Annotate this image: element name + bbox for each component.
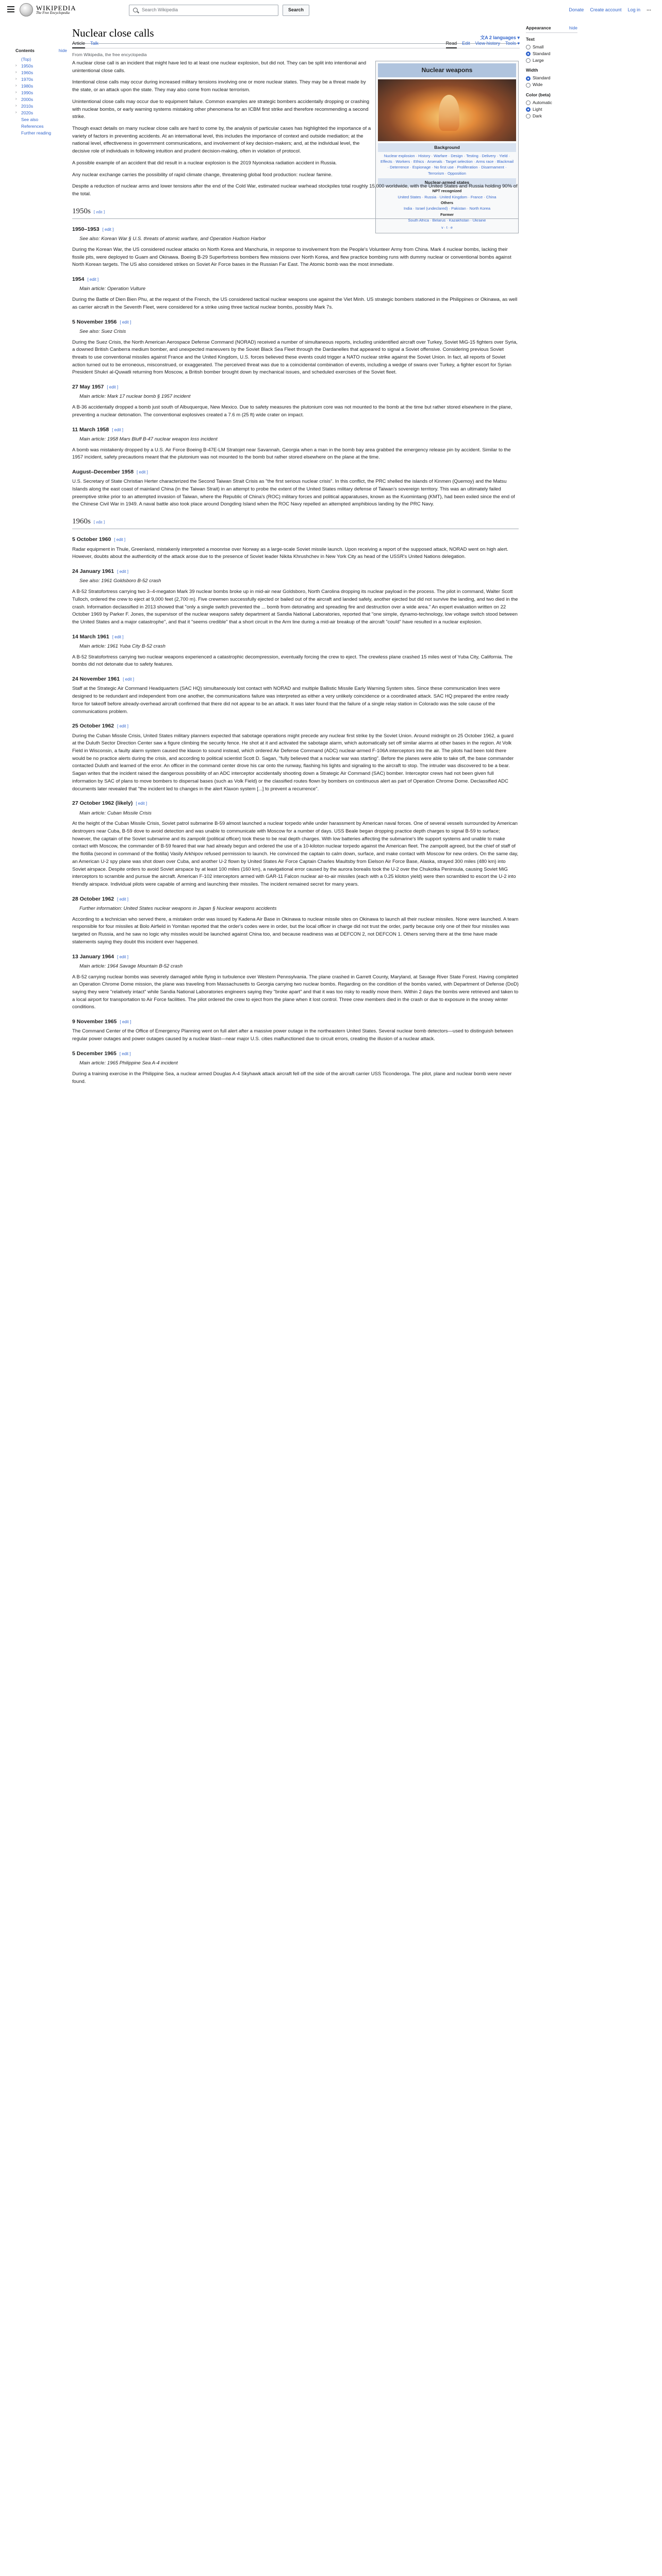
tagline: From Wikipedia, the free encyclopedia [72, 52, 147, 57]
event-text: Radar equipment in Thule, Greenland, mistakenly interpreted a moonrise over Norway as a large-scale Soviet missile launch. Upon receiving a report of the supposed attack, NORAD went on high alert. However, doubts about the authenticity of the attack arose due to the presence of Soviet leader Nikita Khrushchev in New York City as head of the USSR's United Nations delegation. [72, 546, 508, 560]
intro-paragraph: A possible example of an accident that did result in a nuclear explosion is the 2019 Nyonoksa radiation accident in Russia. [72, 160, 337, 166]
user-links [569, 7, 652, 14]
event-heading: 27 October 1962 (likely) [ edit ] [72, 800, 147, 807]
event-text: A B-52 carrying nuclear bombs was severely damaged while flying in turbulence over Western Pennsylvania. The plane crashed in Garrett County, Maryland, at Savage River State Forest. Having completed an Operation Chrome Dome mission, the plane was traveling from Massachusetts to Georgia carrying two nuclear bombs. Regarding on the condition of the bombs varied, with Department of Defense (DoD) saying they were "relatively intact" while Sandia National Laboratories engineers saying they "broke apart" and that it was too risky to readily move them. Within 2 days the bombs were retrieved and taken to a local airport for transportation to Air Force facilities. The pilot ordered the crew to eject from the plane when it lost control. Three crew members died in the crash or due to exposure in the snowy winter conditions. [72, 974, 519, 1010]
section-edit-link[interactable]: [ edit ] [112, 427, 124, 432]
width-label: Width [526, 67, 538, 73]
section-edit-link[interactable]: [ edit ] [123, 677, 135, 682]
hatnote: Main article: Cuban Missile Crisis [79, 810, 152, 816]
event-heading: 24 January 1961 [ edit ] [72, 568, 128, 575]
logo-tagline: The Free Encyclopedia [36, 11, 70, 15]
logo-wordmark: WIKIPEDIA [36, 4, 76, 12]
color-dark-radio[interactable]: Dark [526, 113, 577, 120]
section-edit-link[interactable]: [ edit ] [117, 896, 128, 902]
section-edit-link[interactable]: [ edit ] [117, 569, 128, 574]
event-heading: 5 December 1965 [ edit ] [72, 1050, 131, 1057]
toc-item-1960s[interactable]: › 1960s [15, 70, 34, 76]
toc-item-2000s[interactable]: › 2000s [15, 97, 34, 103]
event-text: During the Korean War, the US considered nuclear attacks on North Korea and Manchuria, in response to involvement from the People's Volunteer Army from China. Mark 4 nuclear bombs, lacking their fissile pits, were deployed to Guam and Okinawa. Boeing B-29 Superfortress bombers flew missions over North Korea, and flew practice bombing runs with dummy nuclear or conventional bombs against North Korean targets. The US also considered strikes on Soviet Air Force bases in the Russian Far East. The Atomic bomb was the most immediate. [72, 247, 511, 268]
width-standard-radio[interactable]: Standard [526, 75, 577, 82]
color-light-radio[interactable]: Light [526, 106, 577, 113]
event-text: A B-52 Stratofortress carrying two nuclear weapons experienced a catastrophic decompression, eventually forcing the crew to eject. The crewless plane crashed 15 miles west of Yuba City, California. The bombs did not detonate due to safety features. [72, 654, 513, 668]
section-edit-link[interactable]: [ edit ] [87, 277, 99, 282]
event-heading: 13 January 1964 [ edit ] [72, 953, 128, 960]
section-edit-link[interactable]: [ edit ] [120, 319, 131, 325]
search-icon [133, 8, 138, 12]
mushroom-cloud-image[interactable] [378, 79, 516, 141]
section-edit-link[interactable]: [ edit ] [102, 227, 114, 232]
hatnote: Further information: United States nuclear weapons in Japan § Nuclear weapons accidents [79, 905, 277, 911]
chevron-right-icon[interactable]: › [15, 77, 17, 81]
tab-view-history[interactable]: View history [475, 41, 500, 46]
event-text: Staff at the Strategic Air Command Headquarters (SAC HQ) simultaneously lost contact with NORAD and multiple Ballistic Missile Early Warning System sites. Since these communication lines were designed to be redundant and independent from one another, the communications failure was interpreted as either a very unlikely coincidence or a coordinated attack. SAC HQ prepared the entire ready force for takeoff before already-overhead aircraft confirmed that there did not appear to be an attack. It was later found that the failure of a single relay station in Colorado was the sole cause of the communications problem. [72, 686, 509, 715]
section-edit-link[interactable]: [ edit ] [117, 954, 128, 959]
wikipedia-logo[interactable] [20, 3, 76, 16]
color-label: Color (beta) [526, 92, 551, 97]
toc-hide-button[interactable]: hide [58, 48, 67, 53]
hatnote: Main article: 1965 Philippine Sea A-4 incident [79, 1060, 178, 1066]
toc-item-2020s[interactable]: › 2020s [15, 110, 34, 116]
event-heading: 27 May 1957 [ edit ] [72, 384, 119, 391]
chevron-down-icon: ▾ [517, 35, 520, 40]
infobox-others-links[interactable]: India · Israel (undeclared) · Pakistan · North Korea [404, 206, 490, 211]
event-text: During the Suez Crisis, the North American Aerospace Defense Command (NORAD) received a number of simultaneous reports, including unidentified aircraft over Turkey, Soviet MiG-15 fighters over Syria, a downed British Canberra medium bomber, and unexpected maneuvers by the Soviet Black Sea Fleet through the Dardanelles that appeared to signal a Soviet offensive. Considering previous Soviet threats to use conventional missiles against France and the United Kingdom, U.S. forces believed these events could trigger a NATO nuclear strike against the Soviet Union. In fact, all reports of Soviet action turned out to be erroneous, misconstrued, or exaggerated. The perceived threat was due to a coincidental combination of events, including a wedge of swans over Turkey, a fighter escort for Syrian President Shukri al-Quwatli returning from Moscow, a British bomber brought down by mechanical issues, and scheduled exercises of the Soviet fleet. [72, 339, 518, 376]
hamburger-menu-icon[interactable] [7, 6, 14, 12]
toc-item-1980s[interactable]: › 1980s [15, 83, 34, 89]
event-text: A B-36 accidentally dropped a bomb just south of Albuquerque, New Mexico. Due to safety measures the plutonium core was not mounted to the bomb at the time but rather stored elsewhere in the plane, preventing a nuclear detonation. The conventional explosives created a 7.6 m (25 ft) wide crater on impact. [72, 404, 512, 418]
chevron-right-icon[interactable]: › [15, 111, 17, 115]
section-edit-link[interactable]: [ edit ] [117, 724, 128, 729]
event-heading: 1954 [ edit ] [72, 276, 99, 283]
appearance-hide-button[interactable]: hide [569, 25, 577, 30]
tools-label: Tools [505, 41, 516, 46]
event-heading: 28 October 1962 [ edit ] [72, 895, 128, 902]
create-account-link[interactable]: Create account [590, 7, 622, 12]
tab-article[interactable]: Article [72, 40, 85, 48]
toc-item-see-also[interactable]: See also [21, 117, 39, 123]
chevron-right-icon[interactable]: › [15, 104, 17, 108]
section-edit-link[interactable]: [ edit ] [119, 1051, 131, 1056]
intro-paragraph: A nuclear close call is an incident that might have led to at least one nuclear explosion, but did not. They can be split into intentional and unintentional close calls. [72, 60, 367, 74]
color-automatic-radio[interactable]: Automatic [526, 99, 577, 106]
infobox-npt-label: NPT recognized [432, 188, 462, 193]
chevron-right-icon[interactable]: › [15, 84, 17, 88]
intro-paragraph: Any nuclear exchange carries the possibility of rapid climate change, threatening global food production: nuclear famine. [72, 172, 333, 178]
log-in-link[interactable]: Log in [627, 7, 640, 12]
hatnote: Main article: 1961 Yuba City B-52 crash [79, 643, 166, 649]
toc-item-further-reading[interactable]: Further reading [21, 130, 52, 136]
appearance-title: Appearance [526, 25, 551, 30]
hatnote: Main article: Mark 17 nuclear bomb § 1957 incident [79, 394, 191, 400]
section-edit-link[interactable]: [ edit ] [112, 634, 124, 639]
section-heading-1950s: 1950s [ edit ] [72, 206, 519, 219]
intro-paragraph: Despite a reduction of nuclear arms and lower tensions after the end of the Cold War, estimated nuclear warhead stockpiles total roughly 15,000 worldwide, with the United States and Russia holding 90% of the total. [72, 183, 518, 197]
event-text: The Command Center of the Office of Emergency Planning went on full alert after a massive power outage in the northeastern United States. Several nuclear bomb detectors—used to distinguish between regular power outages and power outages caused by a nuclear blast—near major U.S. cities malfunctioned due to circuit errors, creating the illusion of a nuclear attack. [72, 1028, 514, 1042]
section-edit-link[interactable]: [ edit ] [93, 209, 105, 214]
event-text: At the height of the Cuban Missile Crisis, Soviet patrol submarine B-59 almost launched a nuclear torpedo while under harassment by American naval forces. One of several vessels surrounded by American destroyers near Cuba, B-59 dove to avoid detection and was unable to communicate with Moscow for a number of days. USS Beale began dropping practice depth charges to signal B-59 to surface; however, the captain of the Soviet submarine and its zampolit (political officer) took these to be real depth charges. With low batteries affecting the submarine's life support systems and unable to make contact with Moscow, the commander of B-59 feared that war had already begun and ordered the use of a 10-kiloton nuclear torpedo against the American fleet. The zampolit agreed, but the chief of staff of the flotilla (second in command of the flotilla) Vasily Arkhipov refused permission to launch. He convinced the captain to calm down, surface, and make contact with Moscow for new orders. On the same day, an American U-2 spy plane was shot down over Cuba, and another U-2 flown by United States Air Force Captain Charles Maultsby from Eielson Air Force Base, Alaska, strayed 300 miles (480 km) into Soviet airspace. Despite orders to avoid Soviet airspace by at least 100 miles (160 km), a navigational error caused by the aurora borealis took the U-2 over the Chukotka Peninsula, causing Soviet MiG interceptors to scramble and pursue the aircraft. American F-102 interceptors armed with GAR-11 Falcon nuclear air-to-air missiles (each with a 0.25 kiloton yield) were then scrambled to escort the U-2 into friendly airspace. Individual pilots were capable of arming and launching their missiles. The incident remained secret for many years. [72, 821, 519, 887]
section-edit-link[interactable]: [ edit ] [114, 537, 126, 543]
more-options-icon[interactable]: ⋯ [647, 7, 652, 12]
languages-label: 2 languages [489, 35, 516, 40]
section-edit-link[interactable]: [ edit ] [137, 470, 148, 475]
toc-item-top[interactable]: (Top) [21, 57, 31, 62]
event-heading: 25 October 1962 [ edit ] [72, 723, 128, 730]
tab-read[interactable]: Read [446, 40, 457, 48]
intro-paragraph: Though exact details on many nuclear close calls are hard to come by, the analysis of particular cases has highlighted the importance of a variety of factors in preventing accidents. At an international level, this includes the importance of context and outside mediation; at the national level, effectiveness in government communications, and involvement of key decision-makers; and, at the individual level, the decisive role of individuals in following intuition and prudent decision-making, often in violation of protocol. [72, 126, 371, 155]
text-size-small-radio[interactable]: Small [526, 44, 577, 50]
search-button[interactable]: Search [283, 5, 309, 16]
event-heading: 11 March 1958 [ edit ] [72, 426, 124, 433]
chevron-right-icon[interactable]: › [15, 64, 17, 68]
event-heading: August–December 1958 [ edit ] [72, 469, 148, 476]
search-placeholder: Search Wikipedia [142, 7, 178, 13]
event-text: A bomb was mistakenly dropped by a U.S. Air Force Boeing B-47E-LM Stratojet near Savannah, Georgia when a man in the bomb bay area grabbed the emergency release pin by accident. Similar to the 1957 incident, safety precautions meant that the plutonium was not mounted to the bomb but rather stored elsewhere on the plane at the time. [72, 447, 511, 461]
tab-edit[interactable]: Edit [462, 41, 470, 46]
infobox-background-heading: Background [378, 143, 516, 152]
toc-item-2010s[interactable]: › 2010s [15, 104, 34, 109]
chevron-right-icon[interactable]: › [15, 71, 17, 75]
appearance-panel [526, 25, 577, 120]
hatnote: Main article: 1964 Savage Mountain B-52 crash [79, 963, 183, 969]
chevron-right-icon[interactable]: › [15, 97, 17, 101]
infobox-states-heading: Nuclear-armed states [378, 178, 516, 187]
event-text: According to a technician who served there, a mistaken order was issued by Kadena Air Base in Okinawa to nuclear missile sites on Okinawa to launch all their nuclear missiles. None were launched. A team responsible for four missiles at Bolo Airfield in Yomitan reported that the order's codes were in order, but the local officer in charge did not trust the order, partly because only one of their four missiles was targeted on Russia, and he saw no logic why missiles would be launched against China too, and because readiness was at DEFCON 2, not DEFCON 1. Others serving there at the time have made statements saying they doubt this incident ever happened. [72, 916, 519, 945]
infobox-npt-links[interactable]: United States · Russia · United Kingdom · France · China [398, 194, 496, 199]
event-heading: 14 March 1961 [ edit ] [72, 633, 124, 640]
toc-title: Contents [15, 48, 35, 53]
text-size-label: Text [526, 37, 535, 42]
infobox-vte-links[interactable]: v · t · e [441, 226, 453, 230]
event-heading: 5 October 1960 [ edit ] [72, 536, 126, 543]
hatnote: Main article: Operation Vulture [79, 286, 146, 292]
tab-talk[interactable]: Talk [90, 41, 99, 46]
event-text: During the Cuban Missile Crisis, United States military planners expected that sabotage operations might precede any nuclear first strike by the Soviet Union. Around midnight on 25 October 1962, a guard at the Duluth Sector Direction Center saw a figure climbing the security fence. He shot at it and activated the sabotage alarm, which automatically set off similar alarms at other bases in the region. At Volk Field in Wisconsin, a faulty alarm system caused the klaxon to sound instead, which ordered Air Defense Command (ADC) nuclear-armed F-106A interceptors into the air. The pilots had been told there would be no practice alerts during the crisis, and according to political scientist Scott D. Sagan, "fully believed that a nuclear war was starting". Before the planes were able to take off, the base commander contacted Duluth and learned of the error. An officer in the command center drove his car onto the runway, flashing his lights and signaling to the aircraft to stop. The intruder was discovered to be a bear. Sagan writes that the incident raised the dangerous possibility of an ADC interceptor accidentally shooting down a Strategic Air Command (SAC) bomber. Interceptor crews had not been given full information by SAC of plans to move bombers to dispersal bases (such as Volk Field) or the classified routes flown by bombers on continuous alert as part of Operation Chrome Dome. Declassified ADC documents later revealed that "the incident led to changes in the alert Klaxon system [...] to prevent a recurrence". [72, 733, 514, 792]
event-heading: 24 November 1961 [ edit ] [72, 676, 135, 683]
event-heading: 9 November 1965 [ edit ] [72, 1019, 131, 1025]
hatnote: Main article: 1958 Mars Bluff B-47 nuclear weapon loss incident [79, 436, 218, 442]
table-of-contents [15, 47, 67, 137]
section-edit-link[interactable]: [ edit ] [107, 385, 119, 390]
page-title: Nuclear close calls [72, 27, 154, 39]
language-icon: 文A [480, 35, 489, 40]
hatnote: See also: 1961 Goldsboro B-52 crash [79, 578, 161, 584]
infobox-background-links[interactable]: Nuclear explosion · History · Warfare · Design · Testing · Delivery · Yield · Effects · Workers · Ethics · Arsenals · Target selection · Arms race · Blackmail · Deterrence · Espionage · No first use · Proliferation · Disarmament · Terrorism · Opposition [380, 153, 514, 176]
toc-item-1970s[interactable]: › 1970s [15, 77, 34, 82]
toc-item-1990s[interactable]: › 1990s [15, 90, 34, 96]
text-size-standard-radio[interactable]: Standard [526, 50, 577, 57]
infobox-former-label: Former [440, 212, 454, 217]
event-text: During a training exercise in the Philippine Sea, a nuclear armed Douglas A-4 Skyhawk attack aircraft fell off the side of the aircraft carrier USS Ticonderoga. The pilot, plane and nuclear bomb were never found. [72, 1071, 512, 1084]
intro-paragraph: Unintentional close calls may occur due to equipment failure. Common examples are strategic bombers accidentally dropping or crashing with nuclear bombs, or early warning systems mistaking other phenomena for an ICBM first strike and therefore recommending a second strike. [72, 98, 370, 120]
top-header [0, 0, 662, 21]
section-heading-1960s: 1960s [ edit ] [72, 516, 519, 529]
search-input[interactable] [129, 5, 278, 16]
chevron-right-icon[interactable]: › [15, 91, 17, 95]
infobox-former-links[interactable]: South Africa · Belarus · Kazakhstan · Ukraine [408, 218, 486, 223]
event-text: During the Battle of Dien Bien Phu, at the request of the French, the US considered tactical nuclear weapons use against the Viet Minh. US strategic bombers stationed in the Philippines or Okinawa, as well as carrier aircraft in the Seventh Fleet, were considered for a strike using three tactical nuclear bombs, possibly Mark 7s. [72, 297, 518, 310]
intro-paragraph: Intentional close calls may occur during increased military tensions involving one or more nuclear states. They may be a threat made by the state, or an attack upon the state. They may also come from nuclear terrorism. [72, 79, 366, 93]
event-text: A B-52 Stratofortress carrying two 3–4-megaton Mark 39 nuclear bombs broke up in mid-air near Goldsboro, North Carolina dropping its nuclear payload in the process. The pilot in command, Walter Scott Tulloch, ordered the crew to eject at 9,000 feet (2,700 m). Five crewmen successfully ejected or bailed out of the aircraft and landed safely, another ejected but did not survive the landing, and two died in the crash. Information declassified in 2013 showed that "only a single switch prevented the ... bomb from detonating and spreading fire and destruction over a wide area." An expert evaluation written on 22 October 1969 by Parker F. Jones, the supervisor of the nuclear weapons safety department at Sandia National Laboratories, reported that "one simple, dynamo-technology, low voltage switch stood between the United States and a major catastrophe", and that it "seems credible" that a short circuit in the Arm line during a mid-air breakup of the aircraft "could" have resulted in a nuclear explosion. [72, 589, 518, 625]
width-wide-radio[interactable]: Wide [526, 82, 577, 89]
tab-tools[interactable]: Tools ▾ [505, 41, 520, 46]
toc-item-references[interactable]: References [21, 124, 44, 129]
section-edit-link[interactable]: [ edit ] [136, 801, 147, 806]
donate-link[interactable]: Donate [569, 7, 584, 12]
event-text: U.S. Secretary of State Christian Herter characterized the Second Taiwan Strait Crisis as "the first serious nuclear crisis". In this conflict, the PRC shelled the islands of Kinmen (Quemoy) and the Matsu Islands along the east coast of mainland China (in the Taiwan Strait) in an attempt to probe the extent of the United States military defense of Taiwan's sovereign territory. This was an ultimately failed preemptive strike prior to an attempted invasion of Taiwan, where the Republic of China's (ROC) military forces and political apparatuses, known as the Kuomintang (KMT), had been exiled since the end of the Chinese Civil War in 1949. A naval battle also took place around Dongding Island when the ROC Navy repelled an attempted amphibious landing by the PRC Navy. [72, 479, 515, 507]
infobox-title: Nuclear weapons [378, 63, 516, 77]
infobox-others-label: Others [440, 200, 454, 205]
event-heading: 5 November 1956 [ edit ] [72, 318, 131, 325]
text-size-large-radio[interactable]: Large [526, 57, 577, 64]
toc-item-1950s[interactable]: › 1950s [15, 63, 34, 69]
hatnote: See also: Suez Crisis [79, 328, 126, 334]
page-tabs [72, 40, 520, 48]
section-edit-link[interactable]: [ edit ] [93, 520, 105, 525]
hatnote: See also: Korean War § U.S. threats of atomic warfare, and Operation Hudson Harbor [79, 236, 266, 242]
event-heading: 1950–1953 [ edit ] [72, 226, 114, 233]
globe-icon [20, 3, 33, 16]
section-edit-link[interactable]: [ edit ] [120, 1020, 131, 1025]
